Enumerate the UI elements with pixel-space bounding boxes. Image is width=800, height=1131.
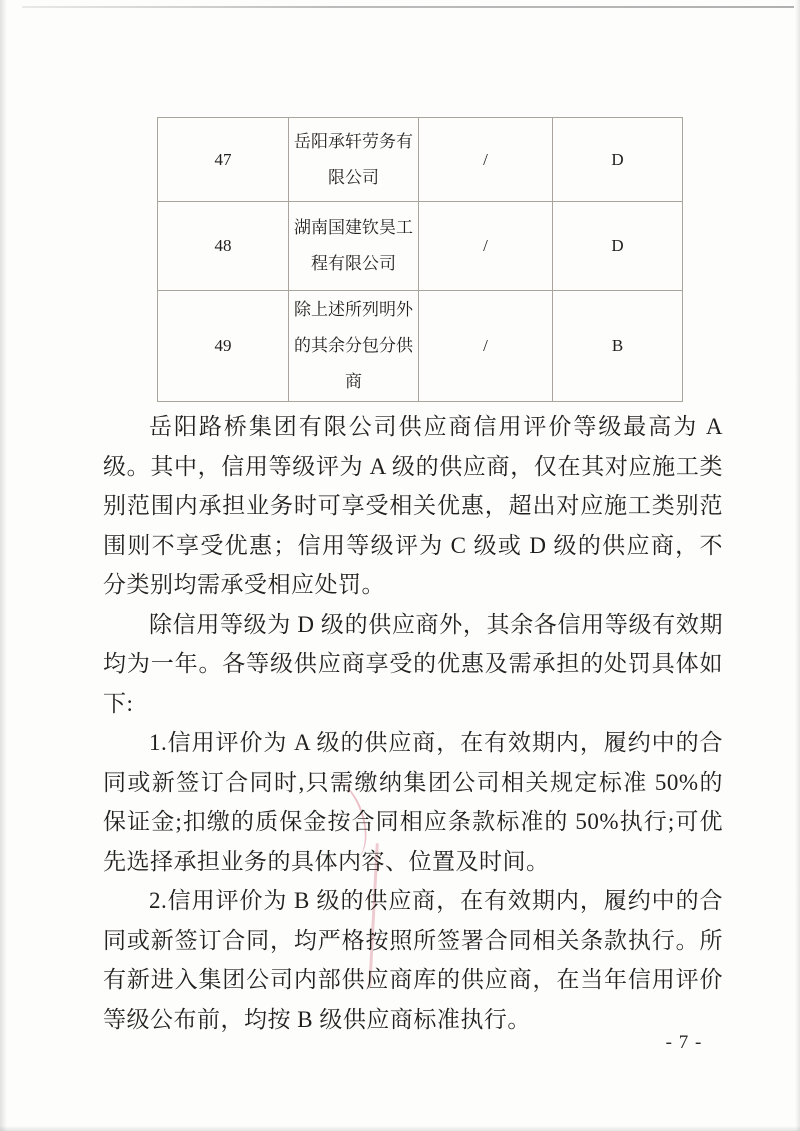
table-cell-supplier-name: 除上述所列明外的其余分包分供商 (289, 291, 419, 402)
table-cell-supplier-name: 湖南国建钦昊工程有限公司 (289, 202, 419, 291)
scan-right-edge-shadow (795, 0, 800, 1131)
table-cell-grade: B (553, 291, 683, 402)
paragraph-credit-grade-overview: 岳阳路桥集团有限公司供应商信用评价等级最高为 A 级。其中，信用等级评为 A 级的供应商，仅在其对应施工类别范围内承担业务时可享受相关优惠，超出对应施工类别范围则不享受优惠；信用等级评为 C 级或 D 级的供应商，不分类别均需承受相应处罚。 (103, 414, 723, 597)
table-cell-grade: D (553, 118, 683, 202)
table-cell-row-number: 49 (158, 291, 289, 402)
table-cell-row-number: 47 (158, 118, 289, 202)
scan-bottom-edge-shadow (0, 1126, 800, 1131)
scan-left-edge-shadow (0, 0, 7, 1131)
paragraph-validity-period: 除信用等级为 D 级的供应商外，其余各信用等级有效期均为一年。各等级供应商享受的优惠及需承担的处罚具体如下: (103, 611, 723, 716)
table-cell-supplier-name: 岳阳承轩劳务有限公司 (289, 118, 419, 202)
document-body (103, 407, 723, 1039)
table-cell-row-number: 48 (158, 202, 289, 291)
scan-top-edge-line (22, 6, 794, 8)
paragraph-grade-a-benefits: 1.信用评价为 A 级的供应商，在有效期内，履约中的合同或新签订合同时,只需缴纳集团公司相关规定标准 50%的保证金;扣缴的质保金按合同相应条款标准的 50%执行;可优先选择承担业务的具体内容、位置及时间。 (103, 730, 723, 874)
table-cell-category: / (419, 118, 553, 202)
table-cell-category: / (419, 291, 553, 402)
paragraph-grade-b-rules: 2.信用评价为 B 级的供应商，在有效期内，履约中的合同或新签订合同，均严格按照所签署合同相关条款执行。所有新进入集团公司内部供应商库的供应商，在当年信用评价等级公布前，均按 B 级供应商标准执行。 (103, 888, 723, 1032)
table-cell-grade: D (553, 202, 683, 291)
page-number: - 7 - (665, 1032, 703, 1053)
table-cell-category: / (419, 202, 553, 291)
supplier-rating-table (157, 117, 683, 402)
